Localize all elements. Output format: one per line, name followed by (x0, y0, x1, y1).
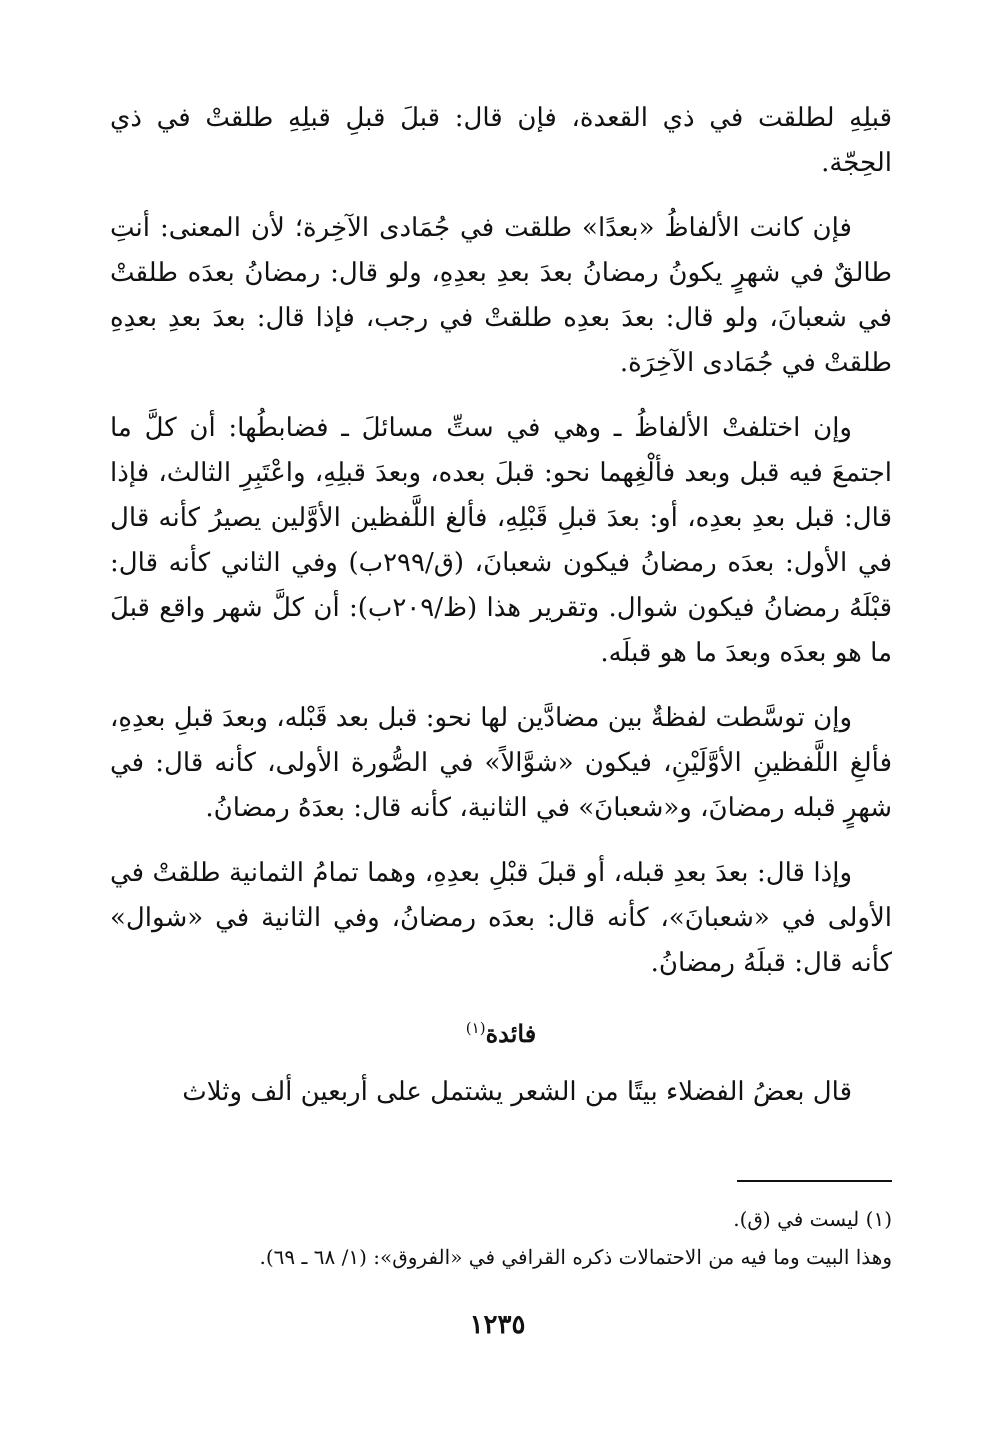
paragraph-1: قبلِهِ لطلقت في ذي القعدة، فإن قال: قبلَ قبلِ قبلِهِ طلقتْ في ذي الحِجّة. (110, 103, 892, 178)
paragraph-5: وإذا قال: بعدَ بعدِ قبله، أو قبلَ قبْلِ بعدِهِ، وهما تمامُ الثمانية طلقتْ في الأولى في «شعبانَ»، كأنه قال: بعدَه رمضانُ، وفي الثانية في «شوال» كأنه قال: قبلَهُ رمضانُ. (110, 858, 892, 978)
footnote-1: (١) ليست في (ق). (733, 1207, 892, 1231)
footnotes (110, 1200, 892, 1276)
footnote-2: وهذا البيت وما فيه من الاحتمالات ذكره القرافي في «الفروق»: (١/ ٦٨ ـ ٦٩). (259, 1245, 892, 1269)
closing-paragraph: قال بعضُ الفضلاء بيتًا من الشعر يشتمل على أربعين ألف وثلاث (182, 1077, 852, 1107)
footnote-reference: (١) (465, 1019, 486, 1037)
page-number: ١٢٣٥ (469, 1310, 526, 1340)
footnote-divider (737, 1180, 892, 1182)
section-heading (110, 1008, 892, 1054)
paragraph-2: فإن كانت الألفاظُ «بعدًا» طلقت في جُمَادى الآخِرة؛ لأن المعنى: أنتِ طالقٌ في شهرٍ يكونُ رمضانُ بعدَ بعدِ بعدِهِ، ولو قال: رمضانُ بعدَه طلقتْ في شعبانَ، ولو قال: بعدَ بعدِه طلقتْ في رجب، فإذا قال: بعدَ بعدِ بعدِهِ طلقتْ في جُمَادى الآخِرَة. (110, 213, 892, 378)
paragraph-4: وإن توسَّطت لفظةٌ بين مضادَّين لها نحو: قبل بعد قَبْله، وبعدَ قبلِ بعدِهِ، فألغِ اللَّفظينِ الأوَّلَيْنِ، فيكون «شوَّالاً» في الصُّورة الأولى، كأنه قال: في شهرٍ قبله رمضانَ، و«شعبانَ» في الثانية، كأنه قال: بعدَهُ رمضانُ. (110, 703, 892, 823)
paragraph-3: وإن اختلفتْ الألفاظُ ـ وهي في ستِّ مسائلَ ـ فضابطُها: أن كلَّ ما اجتمعَ فيه قبل وبعد فألْغِهما نحو: قبلَ بعده، وبعدَ قبلِهِ، واعْتَبِرِ الثالث، فإذا قال: قبل بعدِ بعدِه، أو: بعدَ قبلِ قَبْلِهِ، فألغ اللَّفظين الأوَّلين يصيرُ كأنه قال في الأول: بعدَه رمضانُ فيكون شعبانَ، (ق/٢٩٩ب) وفي الثاني كأنه قال: قبْلَهُ رمضانُ فيكون شوال. وتقرير هذا (ظ/٢٠٩ب): أن كلَّ شهر واقع قبلَ ما هو بعدَه وبعدَ ما هو قبلَه. (110, 413, 892, 668)
section-heading-text: فائدة (485, 1019, 537, 1048)
